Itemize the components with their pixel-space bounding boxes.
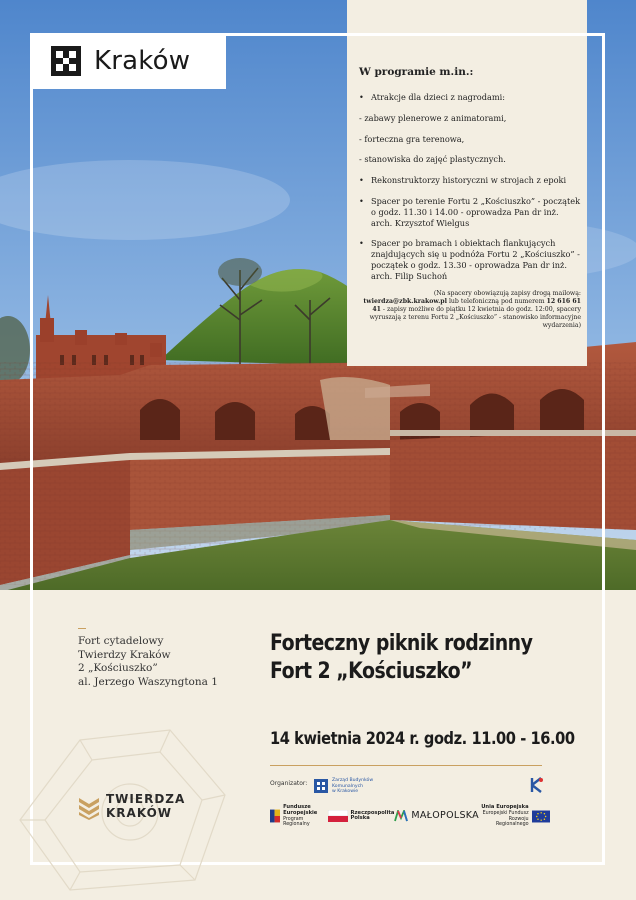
twierdza-line: TWIERDZA	[106, 792, 186, 806]
program-item-text: Atrakcje dla dzieci z nagrodami:	[371, 91, 505, 102]
polish-flag-icon	[328, 810, 348, 822]
twierdza-text	[106, 793, 185, 821]
program-item	[359, 196, 581, 228]
registration-phone[interactable]: 12 616 61 41	[372, 297, 581, 313]
program-item-text: Rekonstruktorzy historyczni w strojach z epoki	[371, 175, 567, 186]
krakow-k-logo-icon	[530, 777, 544, 793]
venue-line: al. Jerzego Waszyngtona 1	[78, 675, 218, 688]
rp-line: Polska	[350, 815, 370, 822]
krakow-logo-icon	[50, 45, 82, 77]
eu-logo[interactable]	[479, 805, 550, 828]
funds-eu-logo[interactable]	[270, 805, 328, 828]
ue-line: Rozwoju Regionalnego	[495, 816, 529, 828]
program-item	[359, 92, 581, 103]
program-item	[359, 134, 581, 145]
program-item	[359, 175, 581, 186]
zbk-name-line: Komunalnych	[332, 783, 364, 789]
fe-logo-icon	[270, 809, 280, 823]
ue-line: Unia Europejska	[481, 804, 529, 811]
program-list	[359, 66, 581, 330]
twierdza-line: KRAKÓW	[106, 805, 173, 820]
logo-text: Kraków	[94, 46, 191, 76]
bullet-marker: •	[359, 238, 364, 249]
zbk-name-line: Zarząd Budynków	[332, 778, 374, 783]
note-intro: (Na spacery obowiązują zapisy drogą mailową:	[433, 289, 581, 297]
eu-flag-icon	[532, 810, 550, 823]
program-item-text: Spacer po bramach i obiektach flankujących znajdujących się u podnóża Fortu 2 „Kościuszko” - początek o godz. 13.30 - oprowadza Pan dr inż. arch. Filip Suchoń	[371, 238, 580, 281]
program-item-text: Spacer po terenie Fortu 2 „Kościuszko” - początek o godz. 11.30 i 14.00 - oprowadza Pan dr inż. arch. Krzysztof Wielgus	[371, 196, 581, 228]
divider	[270, 765, 542, 766]
malopolska-m-icon	[394, 810, 408, 822]
bullet-marker: •	[359, 175, 364, 186]
venue-address	[78, 628, 218, 690]
zbk-logo[interactable]	[314, 778, 392, 795]
zbk-name	[332, 778, 392, 795]
funders-bar	[270, 805, 550, 828]
registration-email[interactable]: twierdza@zbk.krakow.pl	[363, 297, 447, 305]
zbk-name-line: w Krakowie	[332, 789, 359, 794]
program-item-text: - zabawy plenerowe z animatorami,	[359, 112, 507, 123]
twierdza-krakow-logo[interactable]	[78, 793, 185, 821]
accent-tick	[78, 628, 86, 629]
fe-line: Program Regionalny	[283, 816, 310, 828]
malopolska-logo[interactable]	[394, 810, 479, 822]
program-item-text: - stanowiska do zajęć plastycznych.	[359, 154, 506, 165]
venue-line: Twierdzy Kraków	[78, 648, 171, 661]
venue-line: 2 „Kościuszko”	[78, 662, 158, 675]
registration-note	[359, 290, 581, 330]
fe-line: Europejskie	[283, 809, 318, 816]
krakow-logo[interactable]	[30, 33, 226, 89]
event-title-line: Fort 2 „Kościuszko”	[270, 659, 473, 685]
program-item	[359, 154, 581, 165]
note-mid: lub telefoniczną pod numerem	[448, 297, 545, 305]
rp-logo[interactable]	[328, 810, 395, 822]
ue-line: Europejski Fundusz	[482, 811, 529, 817]
bullet-marker: •	[359, 196, 364, 206]
venue-line: Fort cytadelowy	[78, 635, 164, 647]
program-item	[359, 113, 581, 124]
note-rest: - zapisy możliwe do piątku 12 kwietnia do godz. 12:00, spacery wyruszają z terenu Fortu 2 „Kościuszko” - stanowisko informacyjne wydarzenia)	[369, 305, 581, 330]
malopolska-text: MAŁOPOLSKA	[411, 810, 479, 822]
event-title	[270, 630, 532, 686]
zbk-logo-icon	[314, 779, 328, 793]
program-title: W programie m.in.:	[359, 66, 474, 78]
chevron-logo-icon	[78, 794, 100, 820]
event-title-line: Forteczny piknik rodzinny	[270, 631, 533, 656]
organizer-label: Organizator:	[270, 780, 308, 787]
fe-line: Fundusze	[283, 804, 311, 810]
bullet-marker: •	[359, 91, 364, 102]
program-item	[359, 238, 581, 281]
program-item-text: - forteczna gra terenowa,	[359, 133, 465, 144]
event-date: 14 kwietnia 2024 r. godz. 11.00 - 16.00	[270, 729, 575, 749]
rp-line: Rzeczpospolita	[350, 809, 395, 816]
